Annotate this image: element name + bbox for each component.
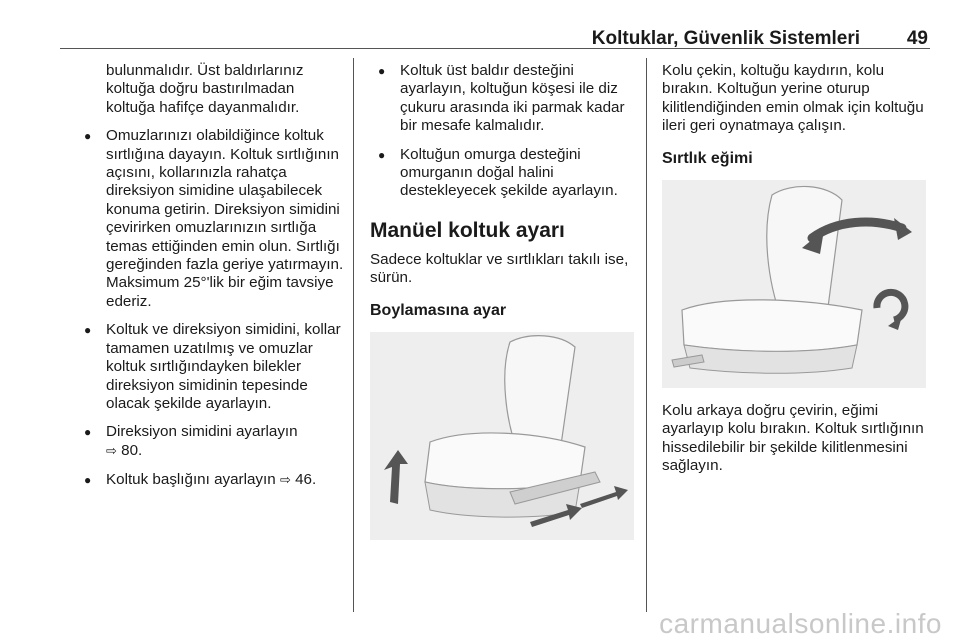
list-item — [76, 471, 346, 490]
chapter-title: Koltuklar, Güvenlik Sistemleri — [591, 28, 860, 49]
page-ref-arrow-icon[interactable]: ⇨ — [279, 473, 291, 489]
page-ref[interactable]: 80. — [121, 441, 143, 459]
list-item: ● Omuzlarınızı olabildiğince koltuk sırtlığına dayayın. Koltuk sırtlığının açısını, kollarınızla rahatça direksiyon simidine ulaşabilecek konuma getirin. Direksiyon simidini çevirirken omuzlarınızın sırtlığa temas ettiğinden emin olun. Sırtlığı gereğinden fazla geriye yatırmayın. Maksimum 25°'lik bir eğim tavsiye ederiz. — [76, 127, 346, 311]
list-item-text: Koltuk başlığını ayarlayın — [106, 471, 276, 489]
instruction-text: Kolu çekin, koltuğu kaydırın, kolu bırakın. Koltuğun yerine oturup kilitlendiğinden emin olmak için koltuğu ileri geri oynatmaya çalışın. — [662, 62, 924, 135]
seat-recline-illustration — [662, 180, 926, 388]
section-intro: Sadece koltuklar ve sırtlıkları takılı ise, sürün. — [370, 250, 629, 287]
list-item: ● Koltuk üst baldır desteğini ayarlayın, koltuğun köşesi ile diz çukuru arasında iki parmak kadar bir mesafe kalmalıdır. — [370, 62, 636, 136]
subsection-heading: Sırtlık eğimi — [662, 149, 753, 167]
watermark: carmanualsonline.info — [659, 608, 942, 639]
page-ref[interactable]: 46. — [295, 471, 317, 489]
subsection-heading: Boylamasına ayar — [370, 301, 507, 319]
page-ref-arrow-icon[interactable]: ⇨ — [106, 443, 117, 459]
list-item-text: Direksiyon simidini ayarlayın — [106, 423, 298, 441]
page-header — [60, 0, 930, 49]
instruction-text: Kolu arkaya doğru çevirin, eğimi ayarlayıp kolu bırakın. Koltuk sırtlığının hissedilebilir bir şekilde kilitlenmesini sağlayın. — [662, 402, 924, 475]
column-divider — [646, 58, 647, 612]
column-divider — [353, 58, 354, 612]
list-item — [76, 423, 346, 461]
list-item: ● Koltuğun omurga desteğini omurganın doğal halini destekleyecek şekilde ayarlayın. — [370, 146, 636, 201]
bullet-list — [76, 127, 346, 490]
list-item: ● Koltuk ve direksiyon simidini, kollar tamamen uzatılmış ve omuzlar koltuk sırtlığındayken bilekler direksiyon simidinin tepesinde olacak şekilde ayarlayın. — [76, 321, 346, 413]
bullet-list — [370, 62, 636, 201]
column-1 — [76, 62, 346, 501]
column-3 — [662, 62, 926, 486]
section-heading: Manüel koltuk ayarı — [370, 218, 565, 242]
continued-text: bulunmalıdır. Üst baldırlarınız koltuğa doğru bastırılmadan koltuğa hafifçe dayanmalıdır. — [106, 62, 304, 116]
page-number: 49 — [906, 28, 928, 49]
seat-longitudinal-illustration — [370, 332, 634, 540]
column-2 — [370, 62, 636, 540]
